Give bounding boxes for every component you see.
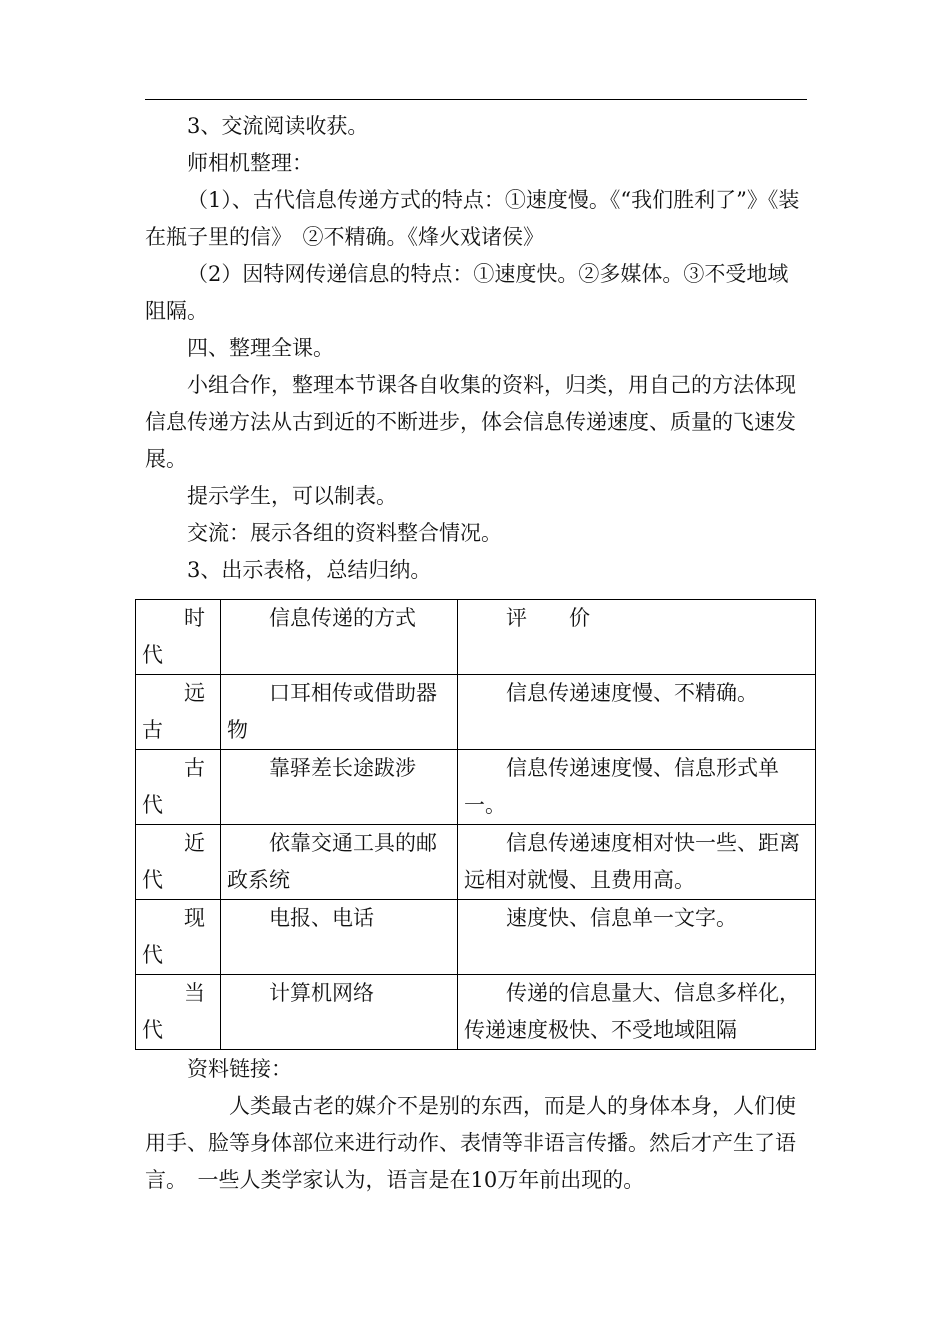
table-row <box>136 675 816 750</box>
table-row <box>136 750 816 825</box>
paragraph-hint: 提示学生，可以制表。 <box>187 484 397 508</box>
table-row <box>136 825 816 900</box>
link-heading: 资料链接： <box>187 1057 292 1081</box>
method-cell: 口耳相传或借助器物 <box>221 675 458 750</box>
method-cell: 依靠交通工具的邮政系统 <box>221 825 458 900</box>
evaluation-cell: 传递的信息量大、信息多样化，传递速度极快、不受地域阻隔 <box>458 975 816 1050</box>
paragraph-group-work: 小组合作，整理本节课各自收集的资料，归类，用自己的方法体现信息传递方法从古到近的不断进步，体会信息传递速度、质量的飞速发展。 <box>145 373 796 471</box>
link-paragraph: 人类最古老的媒介不是别的东西，而是人的身体本身，人们使用手、脸等身体部位来进行动作、表情等非语言传播。然后才产生了语言。 一些人类学家认为，语言是在10万年前出现的。 <box>145 1094 796 1192</box>
era-cell: 近代 <box>136 825 221 900</box>
evaluation-cell: 速度快、信息单一文字。 <box>458 900 816 975</box>
method-cell: 计算机网络 <box>221 975 458 1050</box>
era-cell: 当代 <box>136 975 221 1050</box>
table-header-row <box>136 600 816 675</box>
paragraph-internet-features: （2）因特网传递信息的特点：①速度快。②多媒体。③不受地域阻隔。 <box>145 262 789 323</box>
header-era: 时代 <box>136 600 221 675</box>
header-rule <box>145 99 807 100</box>
header-evaluation: 评 价 <box>458 600 816 675</box>
top-text-block <box>145 108 807 589</box>
era-cell: 现代 <box>136 900 221 975</box>
table-row <box>136 975 816 1050</box>
evaluation-cell: 信息传递速度慢、信息形式单一。 <box>458 750 816 825</box>
method-cell: 电报、电话 <box>221 900 458 975</box>
method-cell: 靠驿差长途跋涉 <box>221 750 458 825</box>
evaluation-cell: 信息传递速度相对快一些、距离远相对就慢、且费用高。 <box>458 825 816 900</box>
paragraph-section-four: 四、整理全课。 <box>187 336 334 360</box>
paragraph-ancient-features: （1）、古代信息传递方式的特点：①速度慢。《“我们胜利了”》《装在瓶子里的信》 ②不精确。《烽火戏诸侯》 <box>145 188 800 249</box>
header-method: 信息传递的方式 <box>221 600 458 675</box>
era-cell: 远古 <box>136 675 221 750</box>
bottom-text-block <box>145 1051 807 1199</box>
paragraph-teacher: 师相机整理： <box>187 151 313 175</box>
paragraph-show-table: 3、出示表格，总结归纳。 <box>187 558 432 582</box>
evaluation-cell: 信息传递速度慢、不精确。 <box>458 675 816 750</box>
paragraph-share: 交流：展示各组的资料整合情况。 <box>187 521 502 545</box>
era-cell: 古代 <box>136 750 221 825</box>
paragraph-exchange: 3、交流阅读收获。 <box>187 114 369 138</box>
info-transfer-table <box>135 599 816 1050</box>
table-row <box>136 900 816 975</box>
